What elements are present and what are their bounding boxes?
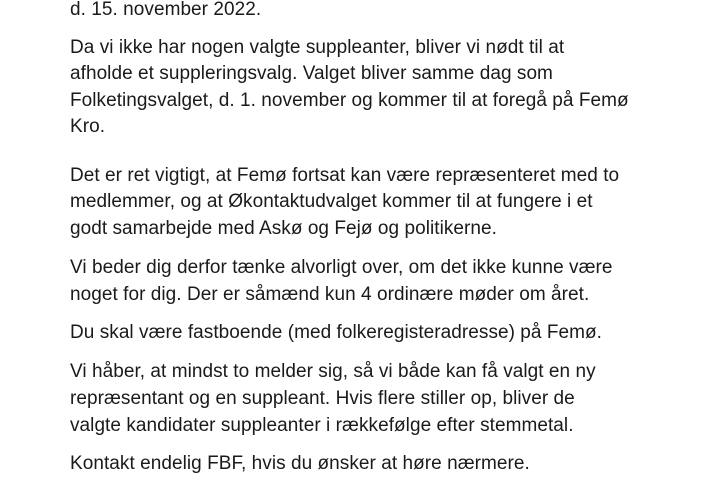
paragraph-4-line-1: Du skal være fastboende (med folkeregisteradresse) på Femø.: [70, 322, 603, 343]
paragraph-1-line-2: afholde et suppleringsvalg. Valget bliver samme dag som: [70, 63, 553, 84]
date-line: d. 15. november 2022.: [70, 0, 262, 20]
paragraph-3-line-1: Vi beder dig derfor tænke alvorligt over, om det ikke kunne være: [70, 257, 613, 278]
paragraph-5-line-2: repræsentant og en suppleant. Hvis flere stiller op, bliver de: [70, 388, 575, 409]
paragraph-3-line-2: noget for dig. Der er såmænd kun 4 ordinære møder om året.: [70, 284, 590, 305]
paragraph-1-line-3: Folketingsvalget, d. 1. november og kommer til at foregå på Femø: [70, 90, 629, 111]
paragraph-1-line-1: Da vi ikke har nogen valgte suppleanter, bliver vi nødt til at: [70, 37, 565, 58]
paragraph-6-line-1: Kontakt endelig FBF, hvis du ønsker at høre nærmere.: [70, 453, 530, 474]
paragraph-2-line-3: godt samarbejde med Askø og Fejø og politikerne.: [70, 218, 497, 239]
paragraph-1-line-4: Kro.: [70, 116, 106, 137]
paragraph-2-line-1: Det er ret vigtigt, at Femø fortsat kan være repræsenteret med to: [70, 165, 620, 186]
paragraph-5-line-3: valgte kandidater suppleanter i rækkefølge efter stemmetal.: [70, 415, 574, 436]
paragraph-2-line-2: medlemmer, og at Økontaktudvalget kommer til at fungere i et: [70, 191, 593, 212]
paragraph-5-line-1: Vi håber, at mindst to melder sig, så vi både kan få valgt en ny: [70, 361, 596, 382]
